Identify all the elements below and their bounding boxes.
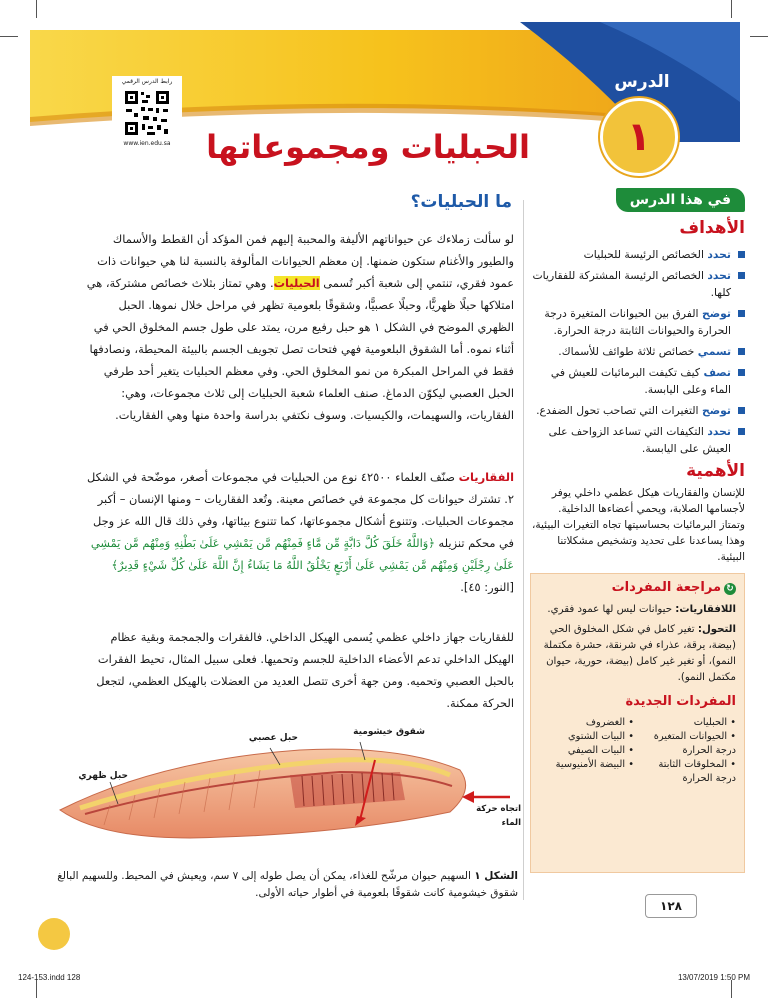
vocab-item: • البيات الشتوي xyxy=(568,731,634,742)
objective-item xyxy=(530,423,745,457)
qr-code-icon xyxy=(123,89,171,137)
review-term xyxy=(539,622,736,686)
objectives-title: الأهداف xyxy=(679,218,745,238)
qr-caption: رابط الدرس الرقمي xyxy=(121,78,173,85)
objective-verb: تحدد xyxy=(707,425,731,438)
figure-caption-text: السهيم حيوان مرشّح للغذاء، يمكن أن يصل طوله إلى ٧ سم، ويعيش في المحيط. وللسهيم البالغ شقوق خيشومية كانت شقوقًا بلعومية في أطوار حياته الأولى. xyxy=(57,870,518,899)
review-term-definition: تغير كامل في شكل المخلوق الحي (بيضة، يرقة، عذراء في شرنقة، حشرة مكتملة النمو)، أو تغير غير كامل (بيضة، حورية، حيوان مكتمل النمو). xyxy=(543,624,736,683)
importance-text: للإنسان والفقاريات هيكل عظمي داخلي يوفر لأجسامها الصلابة، ويحمي أعضاءها الداخلية. وتمتاز البرمائيات بحساسيتها تجاه التغيرات البيئية، وهذا يساعدنا على تحديد وتشخيص مشكلاتنا البيئية. xyxy=(531,487,745,563)
bullet-icon xyxy=(738,310,745,317)
objective-item xyxy=(530,402,745,419)
crop-mark xyxy=(731,0,732,18)
objective-item xyxy=(530,267,745,301)
label-gill-slits: شقوق خيشومية xyxy=(353,727,425,737)
page-title: الحبليات ومجموعاتها xyxy=(206,128,530,166)
vocab-item: • المخلوقات الثابتة درجة الحرارة xyxy=(658,759,736,784)
vertebrates-text: صنّف العلماء ٤٢٥٠٠ نوع من الحبليات في مجموعات أصغر، موضّحة في الشكل ٢. تشترك حيوانات كل مجموعة في خصائص معينة. وتُعد الفقاريات – ومنها الإنسان – أكبر مجموعات الحبليات. وتتنوع أشكال مجموعاتها، كما تتنوع بيئاتها، وفي ذلك قال الله عز وجل في محكم تنزيله xyxy=(86,470,514,550)
lesson-number-badge xyxy=(600,98,678,176)
figure-caption-label: الشكل ١ xyxy=(474,870,518,882)
qr-box[interactable] xyxy=(112,76,182,158)
objective-verb: توضح xyxy=(701,307,731,320)
vocab-item: • البيات الصيفي xyxy=(567,745,634,756)
publisher-logo-icon xyxy=(38,918,70,950)
bullet-icon xyxy=(738,407,745,414)
bullet-icon xyxy=(738,428,745,435)
objective-verb: توضح xyxy=(701,404,731,417)
paragraph-intro xyxy=(84,228,514,458)
paragraph-intro-text: لو سألت زملاءك عن حيواناتهم الأليفة والمحببة إليهم فمن المؤكد أن القطط والأسماك والطيور والأغنام ستكون ضمنها. إن معظم الحيوانات المألوفة بالنسبة لنا هي حيوانات ذات عمود فقري، تنتمي إلى شعبة أكبر تُسمى xyxy=(97,232,514,290)
highlight-term: الحبليات xyxy=(273,276,320,290)
vertebrates-label: الفقاريات xyxy=(458,470,514,484)
paragraph-skeleton: للفقاريات جهاز داخلي عظمي يُسمى الهيكل الداخلي. فالفقرات والجمجمة وبقية عظام الهيكل الداخلي تدعم الأعضاء الداخلية للجسم وتحميها. فعلى سبيل المثال، تحيط الفقرات بالحبل العصبي وتحميه. ومن جهة أخرى تتصل العديد من العضلات بالهيكل العظمي، لتجعل الحركة ممكنة. xyxy=(96,630,514,710)
vocab-term: الحبليات xyxy=(693,717,728,728)
objective-item xyxy=(530,364,745,398)
objective-verb: تحدد xyxy=(707,269,731,282)
section-title: ما الحبليات؟ xyxy=(410,192,512,212)
new-vocab-list xyxy=(539,716,736,786)
vocab-item: • الغضروف xyxy=(585,717,634,728)
bullet-icon xyxy=(738,348,745,355)
vocab-term: المخلوقات الثابتة درجة الحرارة xyxy=(658,759,736,784)
objective-item xyxy=(530,343,745,360)
bullet-icon xyxy=(738,369,745,376)
objective-verb: تسمي xyxy=(697,345,731,358)
vocab-item: • الحيوانات المتغيرة درجة الحرارة xyxy=(653,731,736,756)
verse-reference: [النور: ٤٥]. xyxy=(460,580,514,594)
new-vocab-column-left xyxy=(544,716,634,786)
in-lesson-tab: في هذا الدرس xyxy=(616,188,745,212)
vocab-term: البيضة الأمنيوسية xyxy=(555,759,626,770)
label-water-direction: اتجاه حركة الماء xyxy=(476,804,521,828)
vocab-term: البيات الشتوي xyxy=(568,731,626,742)
footer-file: 124-153.indd 128 xyxy=(18,973,81,982)
objective-text: خصائص ثلاثة طوائف للأسماك. xyxy=(558,345,698,358)
new-vocab-column-right xyxy=(640,716,736,786)
sidebar xyxy=(530,188,745,864)
label-notochord: حبل ظهري xyxy=(78,771,128,781)
objective-item xyxy=(530,246,745,263)
objective-text: كيف تكيفت البرمائيات للعيش في الماء وعلى اليابسة. xyxy=(550,366,731,396)
lesson-number: ١ xyxy=(626,114,652,160)
new-vocab-title: المفردات الجديدة xyxy=(625,694,736,709)
crop-mark xyxy=(36,0,37,18)
importance-title: الأهمية xyxy=(686,461,745,481)
figure-caption xyxy=(44,868,518,908)
objective-text: التغيرات التي تصاحب تحول الضفدع. xyxy=(536,404,702,417)
vocab-item: • البيضة الأمنيوسية xyxy=(555,759,634,770)
review-title-text: مراجعة المفردات xyxy=(611,580,721,595)
review-term xyxy=(539,602,736,618)
review-term-definition: حيوانات ليس لها عمود فقري. xyxy=(547,604,676,615)
page-number: ١٢٨ xyxy=(645,894,697,918)
vocab-term: البيات الصيفي xyxy=(567,745,626,756)
column-divider xyxy=(523,200,524,900)
objectives-list xyxy=(530,246,745,457)
objective-item xyxy=(530,305,745,339)
objective-verb: تصف xyxy=(703,366,731,379)
objective-verb: تحدد xyxy=(707,248,731,261)
review-icon: ↻ xyxy=(724,583,736,595)
qr-url: www.ien.edu.sa xyxy=(123,140,171,147)
objective-text: الخصائص الرئيسة المشتركة للفقاريات كلها. xyxy=(532,269,731,299)
paragraph-intro-continued: . وهي تمتاز بثلاث خصائص مشتركة، هي امتلاكها حبلًا ظهريًّا، وحبلًا عصبيًّا، وشقوقًا بلعومية تظهر في مراحل خلال نموها. الحبل الظهري الموضح في الشكل ١ هو حبل رفيع مرن، يمتد على طول جسم المخلوق الحي في أثناء نموه. أما الشقوق البلعومية فهي فتحات تصل تجويف الجسم بالبيئة المحيطة، ونصادفها فقط في المراحل المبكرة من نمو المخلوق الحي. وفي معظم الحبليات يتغير أحد طرفي الحبل العصبي ليكوّن الدماغ. صنف العلماء شعبة الحبليات إلى ثلاث مجموعات، وهي: الفقاريات، والسهيمات، والكيسيات. وسوف نكتفي بدراسة واحدة منها وهي الفقاريات. xyxy=(86,276,514,422)
objective-text: التكيفات التي تساعد الزواحف على العيش على اليابسة. xyxy=(548,425,731,455)
review-term-label: اللافقاريات: xyxy=(675,604,736,615)
quran-verse: ﴿وَاللَّهُ خَلَقَ كُلَّ دَابَّةٍ مِّن مَّاءٍ فَمِنْهُم مَّن يَمْشِي عَلَىٰ بَطْنِهِ وَمِنْهُم مَّن يَمْشِي عَلَىٰ رِجْلَيْنِ وَمِنْهُم مَّن يَمْشِي عَلَىٰ أَرْبَعٍ يَخْلُقُ اللَّهُ مَا يَشَاءُ إِنَّ اللَّهَ عَلَىٰ كُلِّ شَيْءٍ قَدِيرٌ﴾ xyxy=(90,536,514,572)
review-term-label: التحول: xyxy=(697,624,736,635)
paragraph-vertebrates xyxy=(84,466,514,616)
objective-text: الخصائص الرئيسة للحبليات xyxy=(583,248,708,261)
vocab-review-title xyxy=(539,580,736,598)
label-nerve-cord: حبل عصبي xyxy=(248,733,298,743)
lesson-label: الدرس xyxy=(614,72,670,92)
footer-date: 13/07/2019 1:50 PM xyxy=(677,973,750,982)
vocab-item: • الحبليات xyxy=(693,717,736,728)
vocab-term: الحيوانات المتغيرة درجة الحرارة xyxy=(653,731,736,756)
bullet-icon xyxy=(738,251,745,258)
bullet-icon xyxy=(738,272,745,279)
vocabulary-box xyxy=(530,573,745,873)
vocab-term: الغضروف xyxy=(585,717,626,728)
objective-text: الفرق بين الحيوانات المتغيرة درجة الحرارة والحيوانات الثابتة درجة الحرارة. xyxy=(544,307,731,337)
